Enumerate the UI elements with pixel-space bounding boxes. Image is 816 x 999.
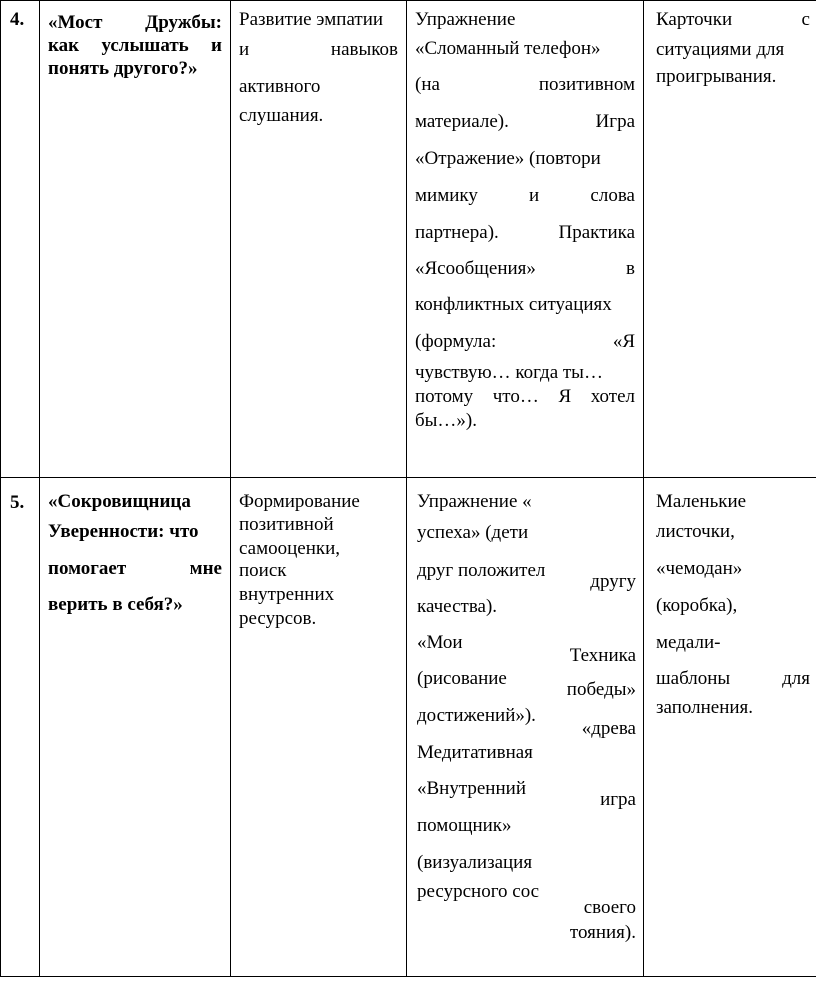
goal-line: Формирование — [239, 491, 360, 512]
content-line: «Ясообщения» в — [415, 258, 635, 279]
title-line: как услышать и — [48, 35, 222, 56]
content-line: конфликтных ситуациях — [415, 294, 612, 315]
content-fragment: Техника — [569, 645, 636, 666]
goal-line: и навыков — [239, 39, 398, 60]
title-line: «Сокровищница — [48, 491, 191, 512]
title-line: понять другого?» — [48, 58, 198, 79]
title-line: верить в себя?» — [48, 594, 183, 615]
table-row — [1, 1, 816, 478]
materials-line: (коробка), — [656, 595, 738, 616]
materials-line: листочки, — [656, 521, 735, 542]
content-line: качества). — [417, 596, 498, 617]
content-line: Медитативная — [417, 742, 533, 763]
materials-line: Карточки с — [656, 9, 810, 30]
lesson-content-cell — [407, 1, 644, 478]
content-fragment: «древа — [581, 718, 636, 739]
lesson-title-cell — [40, 478, 231, 977]
content-line: (на позитивном — [415, 74, 635, 95]
materials-line: медали- — [656, 632, 721, 653]
materials-line: шаблоны для — [656, 668, 810, 689]
materials-line: Маленькие — [656, 491, 747, 512]
content-line: партнера). Практика — [415, 222, 635, 243]
goal-line: Развитие эмпатии — [239, 9, 384, 30]
goal-line: активного — [239, 76, 321, 97]
content-line: (формула: «Я — [415, 331, 635, 352]
goal-line: ресурсов. — [239, 608, 317, 629]
content-line: мимику и слова — [415, 185, 635, 206]
content-line: ресурсного сос — [417, 881, 540, 902]
materials-cell — [644, 478, 816, 977]
content-line: «Сломанный телефон» — [415, 38, 601, 59]
materials-line: «чемодан» — [656, 558, 743, 579]
content-line: Упражнение « — [417, 491, 532, 512]
content-fragment: другу — [590, 571, 636, 592]
row-number: 4. — [1, 1, 40, 478]
title-line: Уверенности: что — [48, 521, 199, 542]
materials-line: заполнения. — [656, 697, 754, 718]
content-fragment: победы» — [566, 679, 636, 700]
content-line: «Внутренний — [417, 778, 526, 799]
content-line: материале). Игра — [415, 111, 635, 132]
content-line: успеха» (дети — [417, 522, 529, 543]
content-line: (рисование — [417, 668, 507, 689]
content-line: Упражнение — [415, 9, 516, 30]
materials-line: ситуациями для — [656, 39, 785, 60]
content-left-column — [417, 491, 557, 903]
row-number: 5. — [1, 478, 40, 977]
lesson-goal-cell — [231, 1, 407, 478]
content-line: бы…»). — [415, 410, 478, 431]
goal-line: позитивной — [239, 514, 334, 535]
content-line: «Отражение» (повтори — [415, 148, 601, 169]
content-line: чувствую… когда ты… — [415, 362, 603, 383]
content-line: достижений»). — [417, 705, 536, 726]
table-row — [1, 478, 816, 977]
lesson-content-cell — [407, 478, 644, 977]
content-line: (визуализация — [417, 852, 533, 873]
goal-line: самооценки, — [239, 538, 341, 559]
content-line: потому что… Я хотел — [415, 386, 635, 407]
goal-line: поиск — [239, 560, 287, 581]
goal-line: слушания. — [239, 105, 324, 126]
content-fragment: игра — [600, 789, 636, 810]
content-line: друг положител — [417, 560, 546, 581]
content-line: помощник» — [417, 815, 512, 836]
title-line: помогает мне — [48, 558, 222, 579]
content-fragment: своего — [583, 897, 636, 918]
lesson-title-cell — [40, 1, 231, 478]
lesson-goal-cell — [231, 478, 407, 977]
materials-line: проигрывания. — [656, 66, 777, 87]
content-fragment: тояния). — [569, 922, 636, 943]
goal-line: внутренних — [239, 584, 335, 605]
content-line: «Мои — [417, 632, 463, 653]
title-line: «Мост Дружбы: — [48, 12, 222, 33]
materials-cell — [644, 1, 816, 478]
